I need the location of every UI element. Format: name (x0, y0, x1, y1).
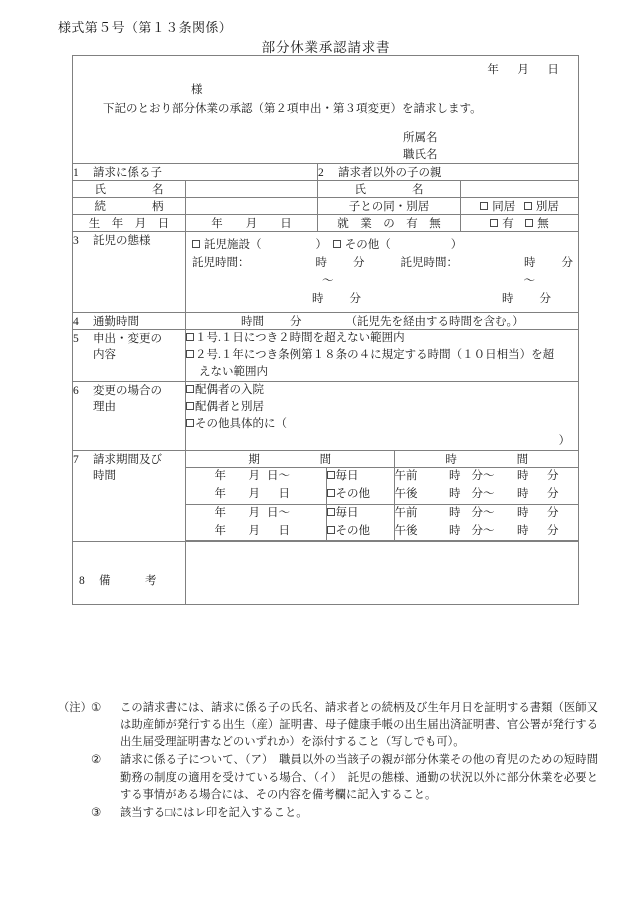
section-8-row (73, 542, 579, 605)
cohabit-option-2: 別居 (535, 201, 559, 213)
section-5-index: 5 (73, 333, 79, 345)
time-column-header (394, 451, 579, 468)
period-date-cell[interactable] (186, 504, 326, 541)
checkbox-icon-facility[interactable] (192, 240, 200, 248)
period-time-data-row (186, 504, 579, 541)
checkbox-icon-daily-2[interactable] (327, 508, 335, 516)
reason-2-text: 配偶者と別居 (195, 401, 264, 414)
section-7-content (186, 451, 579, 542)
row2-from-year: 年 (214, 506, 226, 519)
am-time-line[interactable] (395, 505, 580, 523)
row2-pm-h1: 時 (449, 524, 461, 537)
period-header-char-1: 期 (248, 454, 260, 467)
note-marker-1: ① (91, 702, 102, 714)
section-4-row (73, 313, 579, 330)
row1-from-month: 月 (248, 470, 260, 483)
facility-paren-close: ） (315, 239, 327, 251)
section-3-title (73, 232, 186, 313)
checkbox-icon-other[interactable] (333, 240, 341, 248)
row1-pm-h1: 時 (449, 487, 461, 500)
row1-to-year: 年 (214, 487, 226, 500)
other-option-label: その他（ (344, 239, 391, 251)
section-6-label-line2: 理由 (93, 401, 116, 414)
section-6-label-line1: 変更の場合の (93, 385, 162, 398)
parent-name-label: 氏 名 (318, 181, 461, 198)
section-3-label: 託児の態様 (93, 235, 151, 247)
section-7-label-line1: 請求期間及び (93, 454, 162, 467)
date-to-line[interactable] (186, 486, 326, 504)
row1-pm-label: 午後 (394, 487, 418, 500)
reason-1-text: 配偶者の入院 (195, 384, 264, 397)
facility-option-label: 託児施設（ (204, 239, 262, 251)
employment-option-2: 無 (537, 218, 549, 230)
period-time-header-row (186, 451, 579, 468)
row1-from-year: 年 (214, 470, 226, 483)
note-marker-3: ③ (91, 806, 102, 819)
row2-am-h2: 時 (517, 506, 529, 519)
section-1-2-title-row (73, 164, 579, 181)
section-6-content (186, 382, 579, 451)
row2-am-m2: 分 (547, 506, 559, 519)
child-name-label: 氏 名 (73, 181, 186, 198)
section-4-title (73, 313, 186, 330)
date-to-line[interactable] (186, 523, 326, 541)
section-3-index: 3 (73, 235, 79, 247)
pm-time-line[interactable] (395, 486, 580, 504)
reason-3-text: その他具体的に（ (195, 418, 287, 431)
tilde-right: 〜 (523, 275, 535, 287)
header-block (73, 56, 578, 163)
section-1-title (73, 164, 318, 181)
note-item (58, 752, 598, 803)
cohabit-option-1: 同居 (492, 201, 516, 213)
cohabitation-label: 子との同・別居 (318, 198, 461, 215)
row1-to-month: 月 (248, 487, 260, 500)
commute-note: （託児先を経由する時間を含む。） (345, 316, 524, 328)
left-end-minute: 分 (349, 293, 361, 305)
child-birthdate-label: 生 年 月 日 (73, 215, 186, 232)
change-reason-option-2[interactable] (186, 399, 578, 416)
request-sentence: 下記のとおり部分休業の承認（第２項申出・第３項変更）を請求します。 (103, 103, 482, 115)
relation-row (73, 198, 579, 215)
page-title: 部分休業承認請求書 (261, 40, 391, 55)
main-form-table (72, 55, 579, 605)
row2-pm-m2: 分 (547, 524, 559, 537)
left-start-minute: 分 (353, 257, 365, 269)
reason-3-close-paren-wrap (186, 433, 578, 450)
notes-section (58, 700, 598, 823)
checkbox-icon-other-freq-2[interactable] (327, 526, 335, 534)
section-7-row (73, 451, 579, 542)
checkbox-icon-cohabit-no[interactable] (524, 202, 532, 210)
row1-pm-h2: 時 (517, 487, 529, 500)
request-content-option-1[interactable] (186, 330, 578, 347)
checkbox-icon-spouse-separate[interactable] (186, 402, 194, 410)
notes-label: （注） (58, 702, 92, 714)
checkbox-icon-other-freq-1[interactable] (327, 489, 335, 497)
organization-label: 所属名 (403, 132, 438, 144)
period-header-char-2: 間 (319, 454, 332, 467)
note-item (58, 805, 598, 822)
period-time-data-row (186, 468, 579, 505)
checkbox-icon-spouse-hospitalized[interactable] (186, 385, 194, 393)
row2-am-m1: 分〜 (471, 506, 495, 519)
row2-am-label: 午前 (394, 506, 418, 519)
row1-from-day: 日〜 (267, 470, 290, 483)
right-end-hour: 時 (502, 293, 514, 305)
commute-minute-label: 分 (290, 316, 302, 328)
section-5-label-line1: 申出・変更の (93, 333, 162, 345)
row1-freq-other: その他 (335, 487, 370, 500)
section-2-label: 請求者以外の子の親 (338, 167, 442, 179)
section-4-index: 4 (73, 316, 79, 328)
section-8-label: 備 考 (99, 575, 157, 588)
period-time-table (186, 451, 579, 541)
section-6-index: 6 (73, 385, 79, 398)
frequency-cell[interactable] (326, 504, 394, 541)
right-end-minute: 分 (539, 293, 551, 305)
other-paren-close: ） (450, 239, 463, 251)
time-header-char-2: 間 (516, 454, 529, 467)
note-item (58, 700, 598, 751)
date-month-label: 月 (517, 64, 529, 76)
date-from-line[interactable] (186, 505, 326, 523)
row1-am-h1: 時 (449, 470, 461, 483)
row1-freq-daily: 毎日 (335, 470, 359, 483)
row1-am-h2: 時 (517, 470, 529, 483)
section-6-row (73, 382, 579, 451)
left-end-hour: 時 (312, 293, 324, 305)
section-7-label-line2: 時間 (93, 470, 116, 483)
checkbox-icon-option-2[interactable] (186, 350, 194, 358)
option-2-text-line1: ２号.１年につき条例第１８条の４に規定する時間（１０日相当）を超 (195, 349, 555, 362)
checkbox-icon-daily-1[interactable] (327, 471, 335, 479)
header-block-cell (73, 56, 579, 164)
addressee-honorific: 様 (191, 84, 203, 96)
checkbox-icon-reason-other[interactable] (186, 419, 194, 427)
child-name-input[interactable] (186, 181, 318, 198)
row2-pm-label: 午後 (394, 524, 418, 537)
note-marker-2: ② (91, 754, 102, 767)
childcare-type-options[interactable] (192, 236, 462, 252)
parent-name-input[interactable] (461, 181, 579, 198)
commute-time-content[interactable] (186, 313, 579, 330)
section-1-index: 1 (73, 167, 79, 179)
childcare-hours-label-left: 託児時間： (192, 257, 250, 269)
row2-am-h1: 時 (449, 506, 461, 519)
row2-to-day: 日 (278, 524, 290, 537)
period-column-header (186, 451, 394, 468)
form-code: 様式第５号（第１３条関係） (58, 20, 233, 35)
section-6-title (73, 382, 186, 451)
row1-pm-m2: 分 (547, 487, 559, 500)
section-8-index: 8 (79, 575, 85, 588)
remarks-input[interactable] (186, 542, 579, 605)
date-day-label: 日 (547, 64, 559, 76)
childcare-hours-tilde-row (192, 272, 535, 288)
childcare-type-block (186, 232, 578, 312)
time-range-cell[interactable] (394, 504, 579, 541)
frequency-daily-option[interactable] (327, 505, 394, 523)
remarks-label-inner (79, 572, 157, 588)
child-birthdate-input[interactable]: 年 月 日 (186, 215, 318, 232)
option-2-text-line2: えない範囲内 (199, 366, 268, 379)
row1-am-label: 午前 (394, 470, 418, 483)
checkbox-icon-employed-yes[interactable] (490, 219, 498, 227)
am-time-line[interactable] (395, 468, 580, 486)
request-content-option-2[interactable] (186, 347, 578, 364)
child-relation-input[interactable] (186, 198, 318, 215)
right-start-minute: 分 (561, 257, 573, 269)
section-5-label-line2: 内容 (93, 349, 116, 361)
name-row (73, 181, 579, 198)
row2-to-month: 月 (248, 524, 260, 537)
frequency-daily-option[interactable] (327, 468, 394, 486)
time-header-char-1: 時 (445, 454, 457, 467)
section-1-label: 請求に係る子 (93, 167, 162, 179)
checkbox-icon-employed-no[interactable] (525, 219, 533, 227)
row2-freq-daily: 毎日 (335, 506, 359, 519)
section-3-content (186, 232, 579, 313)
change-reason-option-3[interactable] (186, 416, 578, 433)
childcare-hours-end-row[interactable] (192, 290, 551, 306)
option-1-text: １号.１日につき２時間を超えない範囲内 (195, 332, 405, 344)
child-relation-label: 続 柄 (73, 198, 186, 215)
row1-am-m1: 分〜 (471, 470, 495, 483)
section-2-title (318, 164, 579, 181)
section-5-title (73, 330, 186, 382)
frequency-other-option[interactable] (327, 486, 394, 504)
row2-to-year: 年 (214, 524, 226, 537)
section-3-row (73, 232, 579, 313)
row1-am-m2: 分 (547, 470, 559, 483)
frequency-cell[interactable] (326, 468, 394, 505)
commute-hour-label: 時間 (241, 316, 264, 328)
checkbox-icon-option-1[interactable] (186, 333, 194, 341)
option-2-text-line2-wrap (186, 364, 578, 381)
row2-pm-m1: 分〜 (471, 524, 495, 537)
date-from-line[interactable] (186, 468, 326, 486)
pm-time-line[interactable] (395, 523, 580, 541)
note-text-1: この請求書には、請求に係る子の氏名、請求者との続柄及び生年月日を証明する書類（医師又は助産師が発行する出生（産）証明書、母子健康手帳の出生届出済証明書、官公署が発行する出生届受理証明書などのいずれか）を添付すること（写しでも可）。 (120, 702, 598, 749)
section-4-label: 通勤時間 (93, 316, 139, 328)
employment-label: 就 業 の 有 無 (318, 215, 461, 232)
date-year-label: 年 (487, 64, 499, 76)
row1-pm-m1: 分〜 (471, 487, 495, 500)
job-name-label: 職氏名 (403, 149, 438, 161)
childcare-hours-label-right: 託児時間： (400, 257, 458, 269)
checkbox-icon-cohabit-yes[interactable] (480, 202, 488, 210)
cohabitation-options[interactable] (461, 198, 579, 215)
row2-freq-other: その他 (335, 524, 370, 537)
section-2-index: 2 (318, 167, 324, 179)
section-5-row (73, 330, 579, 382)
note-text-3: 該当する□にはレ印を記入すること。 (120, 806, 308, 819)
period-date-cell[interactable] (186, 468, 326, 505)
employment-option-1: 有 (502, 218, 514, 230)
time-range-cell[interactable] (394, 468, 579, 505)
section-5-content (186, 330, 579, 382)
frequency-other-option[interactable] (327, 523, 394, 541)
remarks-label-block (73, 542, 185, 604)
header-block-row (73, 56, 579, 164)
section-7-title (73, 451, 186, 542)
reason-3-close-paren: ） (558, 435, 571, 448)
row1-to-day: 日 (278, 487, 290, 500)
section-8-title (73, 542, 186, 605)
tilde-left: 〜 (322, 275, 334, 287)
change-reason-option-1[interactable] (186, 382, 578, 399)
row2-from-day: 日〜 (267, 506, 290, 519)
row2-from-month: 月 (248, 506, 260, 519)
birthdate-row (73, 215, 579, 232)
employment-options[interactable] (461, 215, 579, 232)
row2-pm-h2: 時 (517, 524, 529, 537)
section-7-index: 7 (73, 454, 79, 467)
left-start-hour: 時 (315, 257, 327, 269)
note-text-2: 請求に係る子について、（ア） 職員以外の当該子の親が部分休業その他の育児のための短時間勤務の制度の適用を受けている場合、（イ） 託児の態様、通勤の状況以外に部分休業を必要とする事情がある場合には、その内容を備考欄に記入すること。 (120, 754, 598, 801)
date-field[interactable] (478, 61, 568, 77)
right-start-hour: 時 (524, 257, 536, 269)
childcare-hours-start-row[interactable] (192, 254, 573, 270)
